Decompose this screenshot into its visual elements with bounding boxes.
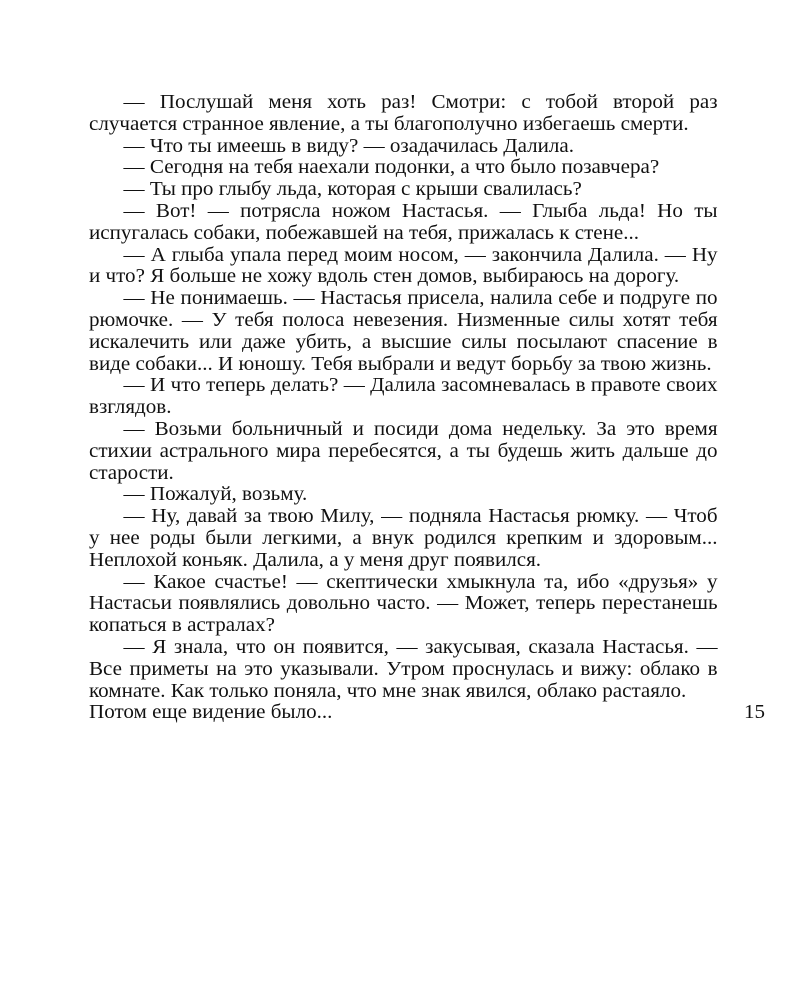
paragraph-3: — Сегодня на тебя наехали подонки, а что было позавчера? bbox=[123, 157, 660, 179]
paragraph-13: — Я знала, что он появится, — закусывая, сказала Настасья. — Все приметы на это указывали. Утром проснулась и вижу: облако в комнате. Как только поняла, что мне знак явился, облако растаяло. bbox=[89, 636, 718, 702]
paragraph-10: — Пожалуй, возьму. bbox=[123, 484, 308, 506]
paragraph-9: — Возьми больничный и посиди дома недельку. За это время стихии астрального мира перебесятся, а ты будешь жить дальше до старости. bbox=[89, 418, 718, 484]
paragraph-12: — Какое счастье! — скептически хмыкнула та, ибо «друзья» у Настасьи появлялись довольно часто. — Может, теперь перестанешь копаться в астралах? bbox=[89, 571, 718, 637]
paragraph-1: — Послушай меня хоть раз! Смотри: с тобой второй раз случается странное явление, а ты благополучно избегаешь смерти. bbox=[89, 92, 718, 135]
page-number: 15 bbox=[744, 702, 766, 724]
paragraph-11: — Ну, давай за твою Милу, — подняла Настасья рюмку. — Чтоб у нее роды были легкими, а внук родился крепким и здоровым... Неплохой коньяк. Далила, а у меня друг появился. bbox=[89, 506, 718, 571]
footer-line bbox=[89, 702, 766, 724]
paragraph-7: — Не понимаешь. — Настасья присела, налила себе и подруге по рюмочке. — У тебя полоса невезения. Низменные силы хотят тебя искалечить или даже убить, а высшие силы посылают спасение в виде собаки... И юношу. Тебя выбрали и ведут борьбу за твою жизнь. bbox=[89, 288, 718, 375]
paragraph-4: — Ты про глыбу льда, которая с крыши свалилась? bbox=[123, 179, 582, 201]
paragraph-5: — Вот! — потрясла ножом Настасья. — Глыба льда! Но ты испугалась собаки, побежавшей на тебя, прижалась к стене... bbox=[89, 200, 718, 244]
last-line: Потом еще видение было... bbox=[89, 702, 333, 724]
paragraph-6: — А глыба упала перед моим носом, — закончила Далила. — Ну и что? Я больше не хожу вдоль стен домов, выбираюсь на дорогу. bbox=[89, 244, 718, 288]
paragraph-8: — И что теперь делать? — Далила засомневалась в правоте своих взглядов. bbox=[89, 375, 718, 419]
page-text bbox=[89, 92, 766, 724]
paragraph-2: — Что ты имеешь в виду? — озадачилась Далила. bbox=[123, 135, 575, 157]
